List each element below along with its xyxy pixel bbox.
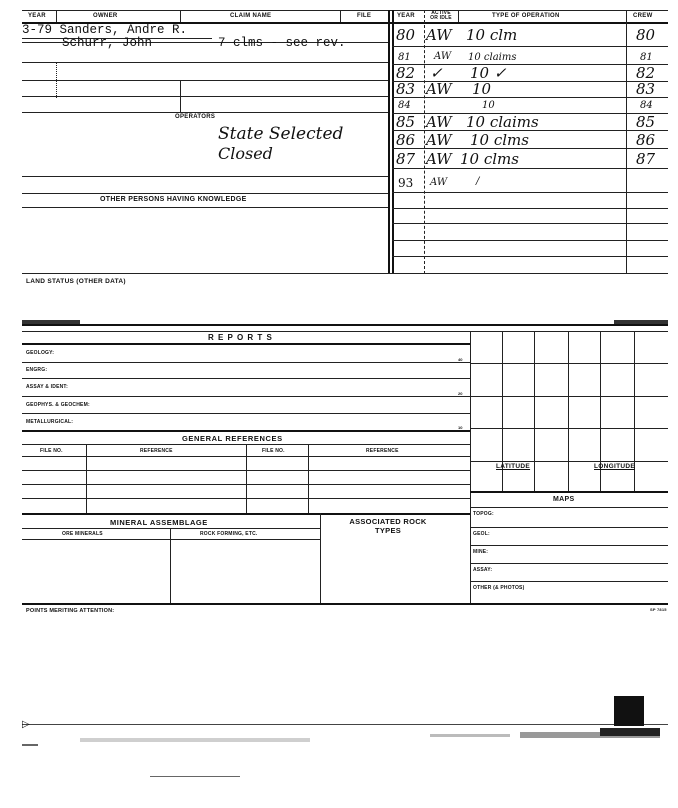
general-references-title: GENERAL REFERENCES [182, 434, 283, 443]
activity-year: 81 [398, 52, 411, 63]
activity-status: AW [426, 80, 452, 98]
report-number: 20 [458, 391, 463, 396]
activity-year: 84 [398, 100, 411, 111]
points-meriting-attention: POINTS MERITING ATTENTION: [26, 608, 115, 614]
activity-type: 10 claims [466, 113, 539, 131]
activity-year: 85 [396, 113, 416, 131]
report-number: 40 [458, 357, 463, 362]
activity-year: 83 [396, 80, 416, 98]
activity-year: 80 [396, 26, 416, 44]
activity-crew: 85 [636, 113, 656, 131]
maps-row: MINE: [473, 549, 489, 555]
ref-col-reference: REFERENCE [140, 448, 173, 454]
activity-status: AW [426, 26, 452, 44]
activity-status: AW [434, 51, 452, 62]
claims-note: 7 clms - see rev. [218, 36, 346, 50]
header-crew: CREW [633, 13, 653, 19]
operators-label: OPERATORS [175, 114, 216, 120]
activity-type: 10 [472, 80, 492, 98]
report-label: METALLURGICAL: [26, 419, 74, 425]
activity-status: AW [426, 150, 452, 168]
activity-year: 86 [396, 131, 416, 149]
header-active-or-idle: ACTIVE OR IDLE [430, 10, 452, 21]
report-number: 10 [458, 425, 463, 430]
activity-type: 10 clms [470, 131, 529, 149]
maps-row: TOPOG: [473, 511, 494, 517]
operators-line-2: Closed [218, 144, 273, 163]
header-file: FILE [357, 13, 372, 19]
activity-type: 10 ✓ [470, 64, 507, 82]
activity-year: 82 [396, 64, 416, 82]
activity-status: AW [426, 113, 452, 131]
activity-crew: 87 [636, 150, 656, 168]
activity-type: / [476, 176, 480, 187]
activity-year: 93 [398, 176, 414, 190]
activity-type: 10 clm [466, 26, 518, 44]
activity-status: AW [430, 177, 448, 188]
header-year: YEAR [28, 13, 46, 19]
activity-year: 87 [396, 150, 416, 168]
ref-col-file-no: FILE NO. [40, 448, 63, 454]
activity-crew: 86 [636, 131, 656, 149]
latitude-label: LATITUDE [496, 463, 531, 470]
maps-title: MAPS [553, 496, 575, 503]
report-label: GEOPHYS. & GEOCHEM: [26, 402, 90, 408]
activity-type: 10 clms [460, 150, 519, 168]
ref-col-file-no-2: FILE NO. [262, 448, 285, 454]
land-status-label: LAND STATUS (OTHER DATA) [26, 278, 126, 285]
owner-line-1: 3-79 Sanders, Andre R. [22, 23, 188, 37]
associated-rock-types: ASSOCIATED ROCK TYPES [349, 517, 427, 535]
report-label: GEOLOGY: [26, 350, 55, 356]
activity-crew: 84 [640, 100, 653, 111]
longitude-label: LONGITUDE [594, 463, 635, 470]
header-year-right: YEAR [397, 13, 415, 19]
activity-type: 10 claims [468, 52, 517, 63]
activity-type: 10 [482, 100, 495, 111]
ore-minerals-label: ORE MINERALS [62, 531, 103, 537]
reports-title: R E P O R T S [208, 333, 273, 342]
header-type-of-operation: TYPE OF OPERATION [492, 13, 560, 19]
scan-blot [614, 696, 644, 726]
activity-crew: 80 [636, 26, 656, 44]
other-persons-label: OTHER PERSONS HAVING KNOWLEDGE [100, 196, 247, 203]
activity-status: AW [426, 131, 452, 149]
maps-row: ASSAY: [473, 567, 493, 573]
maps-row: GEOL: [473, 531, 490, 537]
activity-status: ✓ [430, 64, 443, 82]
activity-crew: 82 [636, 64, 656, 82]
ref-col-reference-2: REFERENCE [366, 448, 399, 454]
report-label: ENGRG: [26, 367, 48, 373]
activity-crew: 83 [636, 80, 656, 98]
owner-line-2: Schurr, John [62, 36, 153, 50]
rock-forming-label: ROCK FORMING, ETC. [200, 531, 258, 537]
mineral-assemblage-title: MINERAL ASSEMBLAGE [110, 518, 208, 527]
report-label: ASSAY & IDENT: [26, 384, 68, 390]
header-claim-name: CLAIM NAME [230, 13, 272, 19]
maps-row: OTHER (& PHOTOS) [473, 585, 525, 591]
form-code: SP 7815 [650, 607, 667, 612]
operators-line-1: State Selected [218, 124, 344, 144]
activity-crew: 81 [640, 52, 653, 63]
header-owner: OWNER [93, 13, 118, 19]
